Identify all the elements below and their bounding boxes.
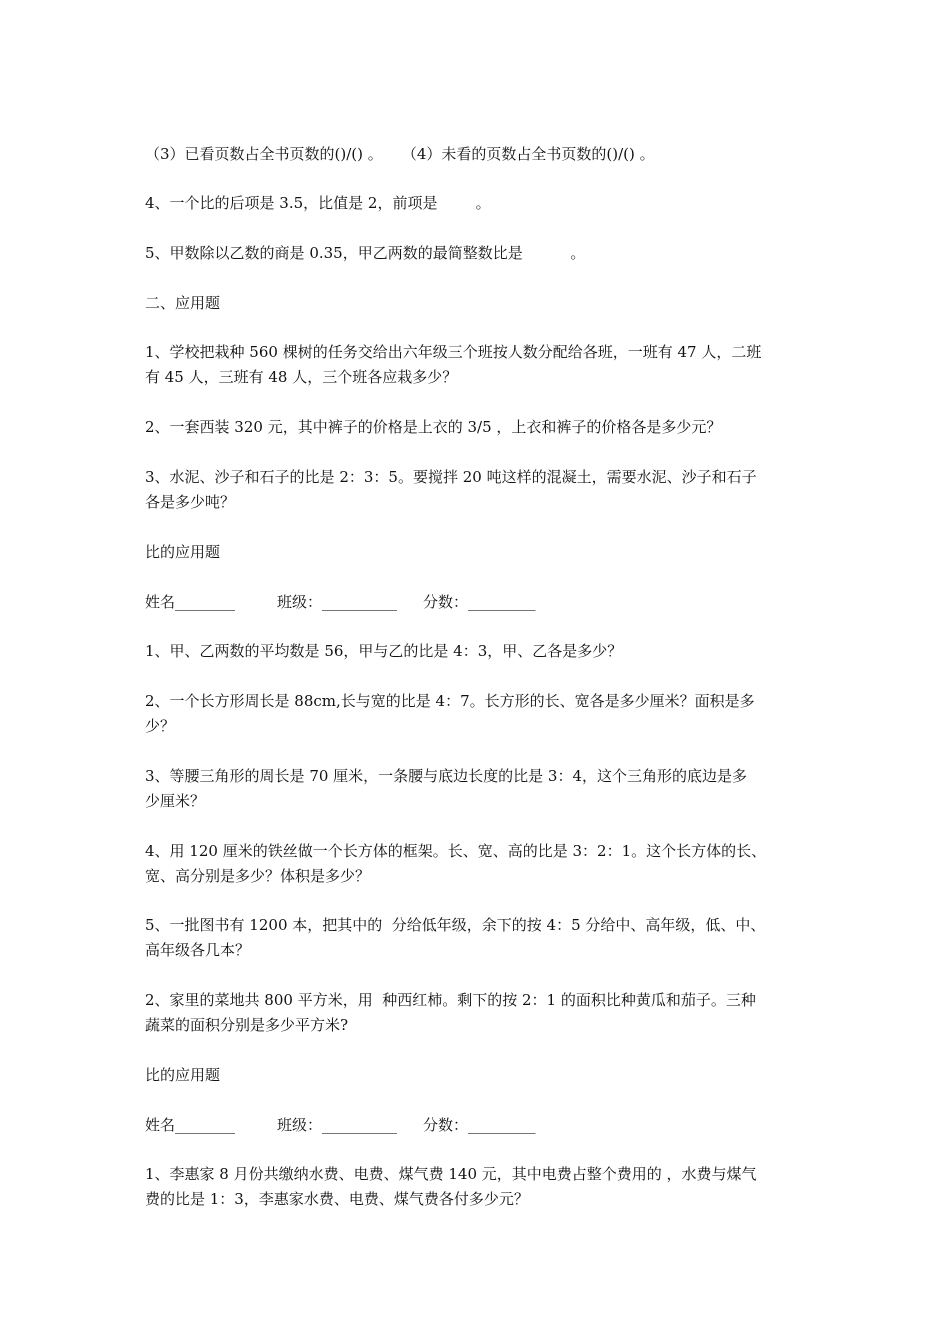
worksheet-1-question-5-line-2: 高年级各几本？ xyxy=(145,941,251,959)
worksheet-1-header xyxy=(145,591,536,613)
section-title-applications: 二、应用题 xyxy=(145,294,221,312)
class-field-label: 班级：__________ xyxy=(277,1116,398,1134)
worksheet-2-question-1-line-1: 1、李惠家 8 月份共缴纳水费、电费、煤气费 140 元，其中电费占整个费用的 ，水费与煤气 xyxy=(145,1165,757,1183)
name-field-label: 姓名________ xyxy=(145,1116,236,1134)
question-5: 5、甲数除以乙数的商是 0.35，甲乙两数的最简整数比是 。 xyxy=(145,244,586,262)
worksheet-1-question-1: 1、甲、乙两数的平均数是 56，甲与乙的比是 4：3，甲、乙各是多少？ xyxy=(145,642,623,660)
worksheet-1-question-6-line-2: 蔬菜的面积分别是多少平方米? xyxy=(145,1016,349,1034)
worksheet-1-question-5-line-1: 5、一批图书有 1200 本，把其中的 分给低年级，余下的按 4：5 分给中、高年级，低、中、 xyxy=(145,916,766,934)
question-3-4-line: （3）已看页数占全书页数的()/() 。 （4）未看的页数占全书页数的()/() 。 xyxy=(145,145,655,163)
worksheet-1-question-3-line-2: 少厘米？ xyxy=(145,792,206,810)
worksheet-2-title: 比的应用题 xyxy=(145,1066,221,1084)
application-1-line-1: 1、学校把栽种 560 棵树的任务交给出六年级三个班按人数分配给各班，一班有 47 人，二班 xyxy=(145,343,762,361)
application-3-line-2: 各是多少吨？ xyxy=(145,493,236,511)
worksheet-1-title: 比的应用题 xyxy=(145,543,221,561)
application-1-line-2: 有 45 人，三班有 48 人，三个班各应栽多少？ xyxy=(145,368,458,386)
worksheet-1-question-6-line-1: 2、家里的菜地共 800 平方米，用 种西红柿。剩下的按 2：1 的面积比种黄瓜和茄子。三种 xyxy=(145,991,756,1009)
class-field-label: 班级：__________ xyxy=(277,593,398,611)
worksheet-2-question-1-line-2: 费的比是 1：3，李惠家水费、电费、煤气费各付多少元？ xyxy=(145,1190,529,1208)
application-3-line-1: 3、水泥、沙子和石子的比是 2：3：5。要搅拌 20 吨这样的混凝土，需要水泥、沙子和石子 xyxy=(145,468,757,486)
worksheet-1-question-4-line-1: 4、用 120 厘米的铁丝做一个长方体的框架。长、宽、高的比是 3：2：1。这个长方体的长、 xyxy=(145,842,767,860)
worksheet-1-question-2-line-1: 2、一个长方形周长是 88cm,长与宽的比是 4：7。长方形的长、宽各是多少厘米？面积是多 xyxy=(145,692,755,710)
name-field-label: 姓名________ xyxy=(145,593,236,611)
worksheet-1-question-4-line-2: 宽、高分别是多少？体积是多少？ xyxy=(145,867,371,885)
worksheet-1-question-3-line-1: 3、等腰三角形的周长是 70 厘米，一条腰与底边长度的比是 3：4，这个三角形的底边是多 xyxy=(145,767,748,785)
application-2: 2、一套西装 320 元，其中裤子的价格是上衣的 3/5 ，上衣和裤子的价格各是多少元？ xyxy=(145,418,722,436)
score-field-label: 分数：_________ xyxy=(423,593,536,611)
worksheet-1-question-2-line-2: 少？ xyxy=(145,717,176,735)
question-4: 4、一个比的后项是 3.5，比值是 2，前项是 。 xyxy=(145,194,491,212)
worksheet-2-header xyxy=(145,1114,536,1136)
score-field-label: 分数：_________ xyxy=(423,1116,536,1134)
